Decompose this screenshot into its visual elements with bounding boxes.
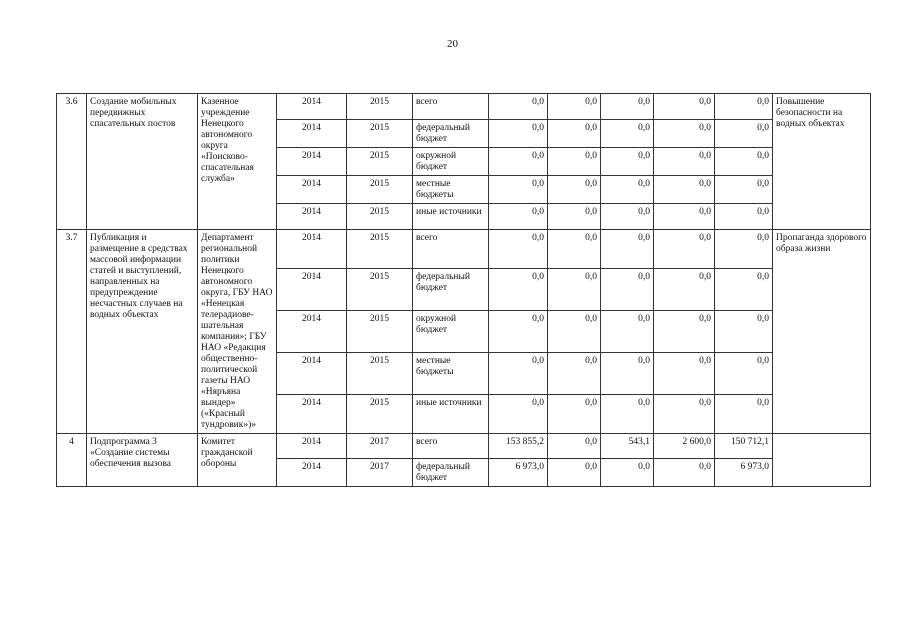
- year-value: 0,0: [715, 148, 773, 176]
- year-value: 0,0: [654, 269, 715, 311]
- total-value: 0,0: [489, 120, 548, 148]
- year-value: 0,0: [548, 176, 601, 204]
- total-value: 0,0: [489, 230, 548, 269]
- year-value: 0,0: [548, 204, 601, 230]
- year-value: 0,0: [601, 204, 654, 230]
- year-value: 0,0: [548, 148, 601, 176]
- year-value: 0,0: [548, 94, 601, 120]
- funding-source: окружной бюджет: [413, 311, 489, 353]
- year-value: 6 973,0: [715, 459, 773, 487]
- year-value: 0,0: [654, 120, 715, 148]
- end-year: 2017: [347, 434, 413, 459]
- start-year: 2014: [277, 353, 347, 395]
- year-value: 0,0: [548, 353, 601, 395]
- funding-source: всего: [413, 94, 489, 120]
- year-value: 0,0: [654, 204, 715, 230]
- end-year: 2015: [347, 230, 413, 269]
- year-value: 0,0: [548, 434, 601, 459]
- funding-source: федеральный бюджет: [413, 120, 489, 148]
- year-value: 0,0: [548, 459, 601, 487]
- start-year: 2014: [277, 204, 347, 230]
- year-value: 0,0: [654, 311, 715, 353]
- total-value: 0,0: [489, 176, 548, 204]
- start-year: 2014: [277, 94, 347, 120]
- year-value: 0,0: [601, 230, 654, 269]
- funding-source: всего: [413, 434, 489, 459]
- funding-source: всего: [413, 230, 489, 269]
- end-year: 2015: [347, 269, 413, 311]
- year-value: 0,0: [548, 269, 601, 311]
- end-year: 2015: [347, 204, 413, 230]
- funding-source: иные источники: [413, 204, 489, 230]
- end-year: 2015: [347, 148, 413, 176]
- table-row: [57, 434, 871, 459]
- funding-source: федеральный бюджет: [413, 269, 489, 311]
- year-value: 2 600,0: [654, 434, 715, 459]
- item-number: 4: [57, 434, 87, 487]
- year-value: 0,0: [715, 176, 773, 204]
- funding-source: федеральный бюджет: [413, 459, 489, 487]
- item-result: Повышение безопасности на водных объектах: [773, 94, 871, 230]
- total-value: 0,0: [489, 311, 548, 353]
- year-value: 0,0: [548, 230, 601, 269]
- start-year: 2014: [277, 395, 347, 434]
- year-value: 0,0: [601, 311, 654, 353]
- item-executor: Департамент региональной политики Ненецкого автономного округа, ГБУ НАО «Ненецкая телерадиове-шательная компания»; ГБУ НАО «Редакция общественно-политической газеты НАО «Няръяна вындер» («Красный тундровик»)»: [198, 230, 277, 434]
- funding-source: местные бюджеты: [413, 176, 489, 204]
- end-year: 2017: [347, 459, 413, 487]
- year-value: 0,0: [654, 94, 715, 120]
- year-value: 0,0: [601, 148, 654, 176]
- year-value: 0,0: [715, 353, 773, 395]
- item-executor: Комитет гражданской обороны: [198, 434, 277, 487]
- total-value: 0,0: [489, 395, 548, 434]
- year-value: 0,0: [548, 120, 601, 148]
- year-value: 0,0: [715, 395, 773, 434]
- year-value: 0,0: [601, 176, 654, 204]
- item-name: Публикация и размещение в средствах массовой информации статей и выступлений, направленных на предупреждение несчастных случаев на водных объектах: [87, 230, 198, 434]
- year-value: 0,0: [715, 120, 773, 148]
- year-value: 0,0: [601, 269, 654, 311]
- item-name: Подпрограмма 3 «Создание системы обеспечения вызова: [87, 434, 198, 487]
- start-year: 2014: [277, 311, 347, 353]
- year-value: 150 712,1: [715, 434, 773, 459]
- start-year: 2014: [277, 148, 347, 176]
- start-year: 2014: [277, 120, 347, 148]
- year-value: 0,0: [654, 459, 715, 487]
- year-value: 0,0: [601, 353, 654, 395]
- item-result: Пропаганда здорового образа жизни: [773, 230, 871, 434]
- end-year: 2015: [347, 395, 413, 434]
- end-year: 2015: [347, 353, 413, 395]
- start-year: 2014: [277, 459, 347, 487]
- end-year: 2015: [347, 120, 413, 148]
- year-value: 0,0: [548, 395, 601, 434]
- end-year: 2015: [347, 94, 413, 120]
- year-value: 0,0: [715, 230, 773, 269]
- year-value: 0,0: [601, 94, 654, 120]
- year-value: 0,0: [601, 395, 654, 434]
- year-value: 0,0: [654, 395, 715, 434]
- year-value: 0,0: [715, 94, 773, 120]
- start-year: 2014: [277, 434, 347, 459]
- year-value: 0,0: [654, 230, 715, 269]
- year-value: 0,0: [654, 176, 715, 204]
- item-result: [773, 434, 871, 487]
- program-table: [56, 93, 871, 487]
- total-value: 0,0: [489, 353, 548, 395]
- start-year: 2014: [277, 230, 347, 269]
- funding-source: местные бюджеты: [413, 353, 489, 395]
- year-value: 0,0: [654, 148, 715, 176]
- end-year: 2015: [347, 176, 413, 204]
- year-value: 0,0: [601, 120, 654, 148]
- item-executor: Казенное учреждение Ненецкого автономного округа «Поисково-спасательная служба»: [198, 94, 277, 230]
- funding-source: иные источники: [413, 395, 489, 434]
- year-value: 0,0: [654, 353, 715, 395]
- start-year: 2014: [277, 269, 347, 311]
- item-name: Создание мобильных передвижных спасательных постов: [87, 94, 198, 230]
- year-value: 0,0: [715, 269, 773, 311]
- year-value: 0,0: [715, 311, 773, 353]
- year-value: 543,1: [601, 434, 654, 459]
- total-value: 0,0: [489, 269, 548, 311]
- total-value: 0,0: [489, 204, 548, 230]
- start-year: 2014: [277, 176, 347, 204]
- total-value: 0,0: [489, 148, 548, 176]
- year-value: 0,0: [601, 459, 654, 487]
- page-number: 20: [447, 38, 458, 50]
- total-value: 0,0: [489, 94, 548, 120]
- table-row: [57, 94, 871, 120]
- table-row: [57, 230, 871, 269]
- total-value: 153 855,2: [489, 434, 548, 459]
- year-value: 0,0: [715, 204, 773, 230]
- funding-source: окружной бюджет: [413, 148, 489, 176]
- item-number: 3.7: [57, 230, 87, 434]
- total-value: 6 973,0: [489, 459, 548, 487]
- end-year: 2015: [347, 311, 413, 353]
- item-number: 3.6: [57, 94, 87, 230]
- year-value: 0,0: [548, 311, 601, 353]
